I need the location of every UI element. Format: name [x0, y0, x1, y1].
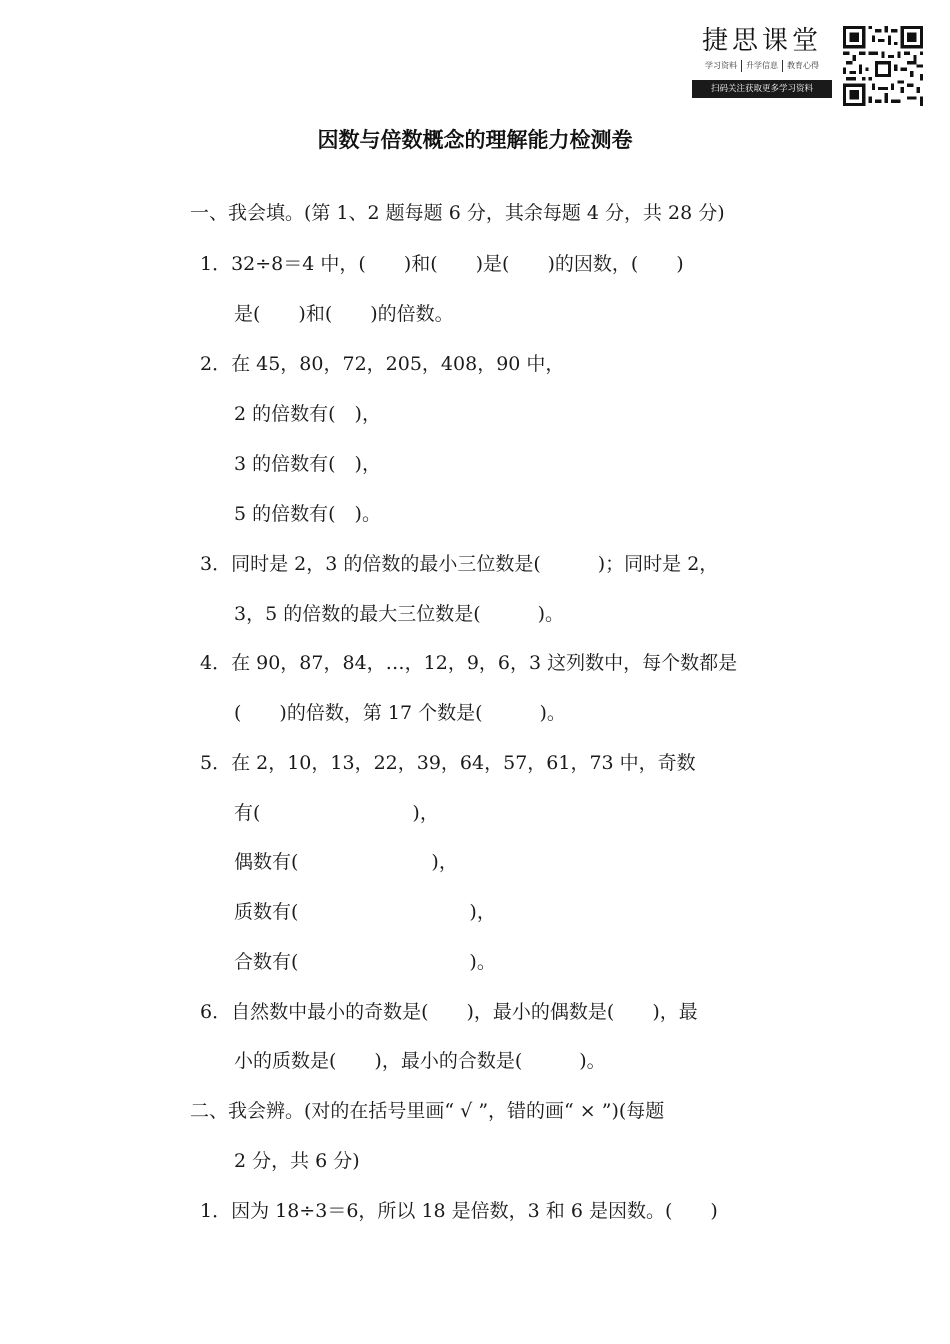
brand-tag: 学习资料	[701, 60, 742, 72]
section-heading: 一、我会填。(第 1、2 题每题 6 分，其余每题 4 分，共 28 分)	[190, 202, 725, 224]
question-line: 5．在 2，10，13，22，39，64，57，61，73 中，奇数	[200, 752, 696, 774]
question-line: 合数有( )。	[234, 951, 496, 973]
question-line: 3，5 的倍数的最大三位数是( )。	[234, 603, 565, 625]
brand-bar: 扫码关注获取更多学习资料	[692, 80, 832, 98]
question-line: 小的质数是( )，最小的合数是( )。	[234, 1050, 606, 1072]
question-line: ( )的倍数，第 17 个数是( )。	[234, 702, 566, 724]
question-line: 6．自然数中最小的奇数是( )，最小的偶数是( )，最	[200, 1001, 698, 1023]
section-heading-continuation: 2 分，共 6 分)	[234, 1150, 360, 1172]
question-line: 1．因为 18÷3＝6，所以 18 是倍数，3 和 6 是因数。( )	[200, 1200, 718, 1222]
brand-tag: 升学信息	[742, 60, 783, 72]
question-line: 3 的倍数有( )，	[234, 453, 381, 475]
qr-code-icon	[843, 26, 923, 106]
question-line: 质数有( )，	[234, 901, 496, 923]
question-line: 2．在 45，80，72，205，408，90 中，	[200, 353, 565, 375]
brand-name: 捷思课堂	[701, 26, 822, 56]
question-line: 5 的倍数有( )。	[234, 503, 381, 525]
question-line: 是( )和( )的倍数。	[234, 303, 454, 325]
question-line: 4．在 90，87，84，…，12，9，6，3 这列数中，每个数都是	[200, 652, 738, 674]
section-heading: 二、我会辨。(对的在括号里画“ √ ”，错的画“ × ”)(每题	[190, 1100, 665, 1122]
page-title: 因数与倍数概念的理解能力检测卷	[317, 128, 633, 152]
question-line: 2 的倍数有( )，	[234, 403, 381, 425]
question-line: 有( )，	[234, 802, 439, 824]
brand-tags	[692, 60, 832, 72]
brand-logo	[692, 24, 832, 98]
brand-tag: 教育心得	[787, 61, 819, 70]
question-line: 3．同时是 2，3 的倍数的最小三位数是( )；同时是 2，	[200, 553, 719, 575]
question-line: 1．32÷8＝4 中，( )和( )是( )的因数，( )	[200, 253, 684, 275]
question-line: 偶数有( )，	[234, 851, 458, 873]
